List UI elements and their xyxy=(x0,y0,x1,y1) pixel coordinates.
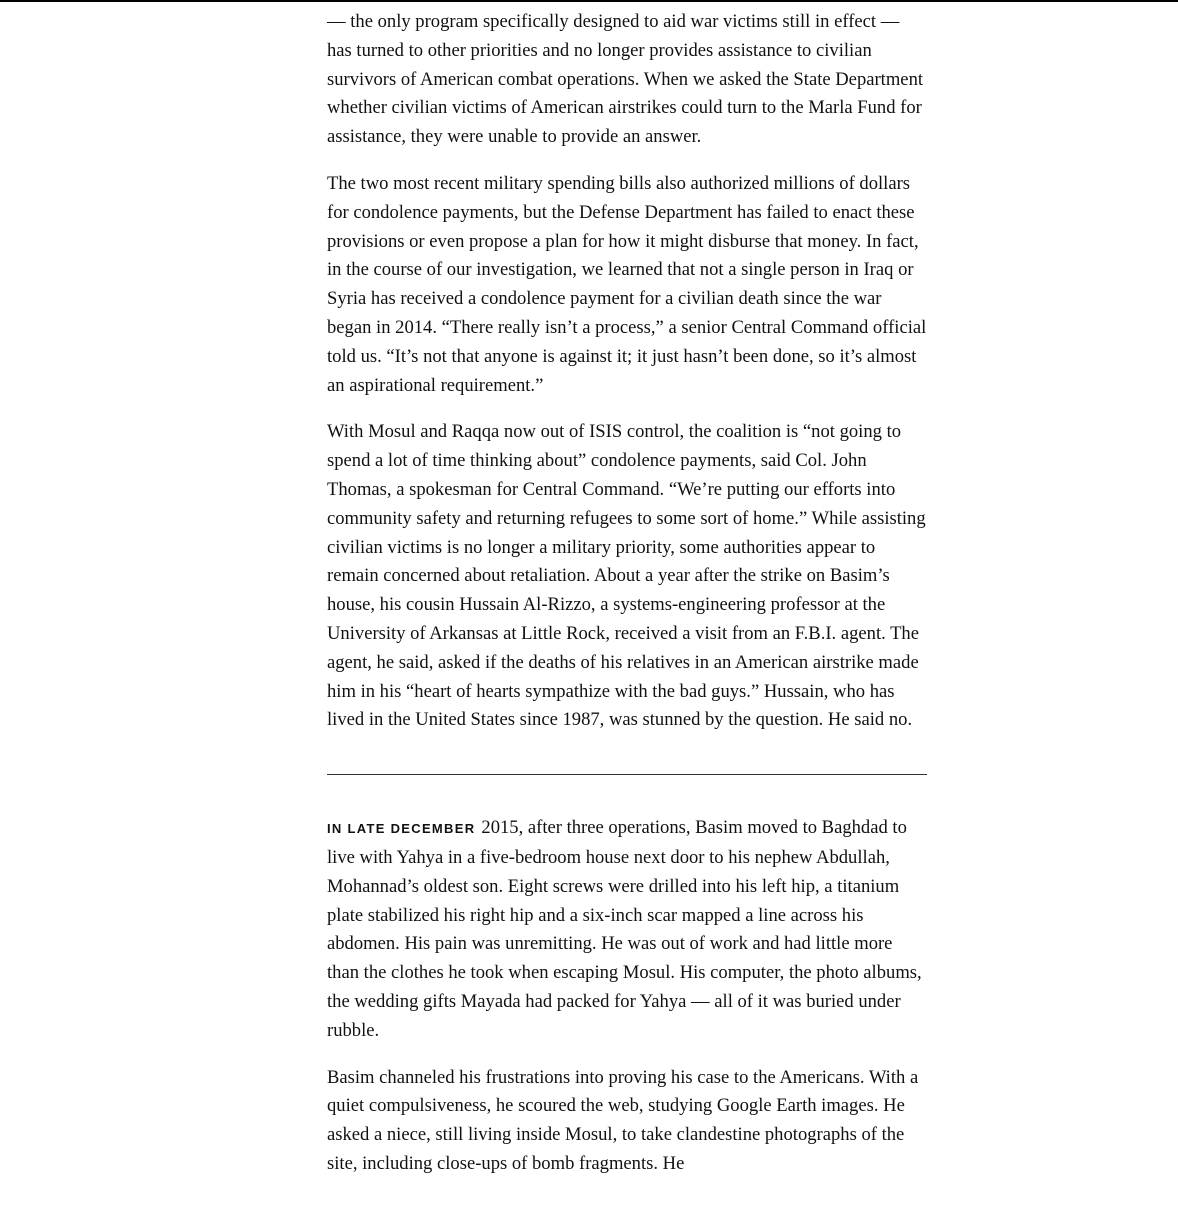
section-lead-in: IN LATE DECEMBER xyxy=(327,821,476,837)
article-body xyxy=(327,8,927,1197)
section-first-paragraph xyxy=(327,814,927,1045)
article-paragraph: The two most recent military spending bills also authorized millions of dollars for condolence payments, but the Defense Department has failed to enact these provisions or even propose a plan for how it might disburse that money. In fact, in the course of our investigation, we learned that not a single person in Iraq or Syria has received a condolence payment for a civilian death since the war began in 2014. “There really isn’t a process,” a senior Central Command official told us. “It’s not that anyone is against it; it just hasn’t been done, so it’s almost an aspirational requirement.” xyxy=(327,172,927,396)
top-border-line xyxy=(0,0,1178,2)
section-divider xyxy=(327,774,927,775)
article-paragraph: With Mosul and Raqqa now out of ISIS control, the coalition is “not going to spend a lot of time thinking about” condolence payments, said Col. John Thomas, a spokesman for Central Command. “We’re putting our efforts into community safety and returning refugees to some sort of home.” While assisting civilian victims is no longer a military priority, some authorities appear to remain concerned about retaliation. About a year after the strike on Basim’s house, his cousin Hussain Al-Rizzo, a systems-engineering professor at the University of Arkansas at Little Rock, received a visit from an F.B.I. agent. The agent, he said, asked if the deaths of his relatives in an American airstrike made him in his “heart of hearts sympathize with the bad guys.” Hussain, who has lived in the United States since 1987, was stunned by the question. He said no. xyxy=(327,421,926,731)
section-first-paragraph-text: 2015, after three operations, Basim moved to Baghdad to live with Yahya in a five-bedroom house next door to his nephew Abdullah, Mohannad’s oldest son. Eight screws were drilled into his left hip, a titanium plate stabilized his right hip and a six-inch scar mapped a line across his abdomen. His pain was unremitting. He was out of work and had little more than the clothes he took when escaping Mosul. His computer, the photo albums, the wedding gifts Mayada had packed for Yahya — all of it was buried under rubble. xyxy=(327,817,922,1041)
article-paragraph: — the only program specifically designed to aid war victims still in effect — has turned to other priorities and no longer provides assistance to civilian survivors of American combat operations. When we asked the State Department whether civilian victims of American airstrikes could turn to the Marla Fund for assistance, they were unable to provide an answer. xyxy=(327,11,924,148)
article-paragraph: Basim channeled his frustrations into proving his case to the Americans. With a quiet compulsiveness, he scoured the web, studying Google Earth images. He asked a niece, still living inside Mosul, to take clandestine photographs of the site, including close-ups of bomb fragments. He xyxy=(327,1066,919,1174)
